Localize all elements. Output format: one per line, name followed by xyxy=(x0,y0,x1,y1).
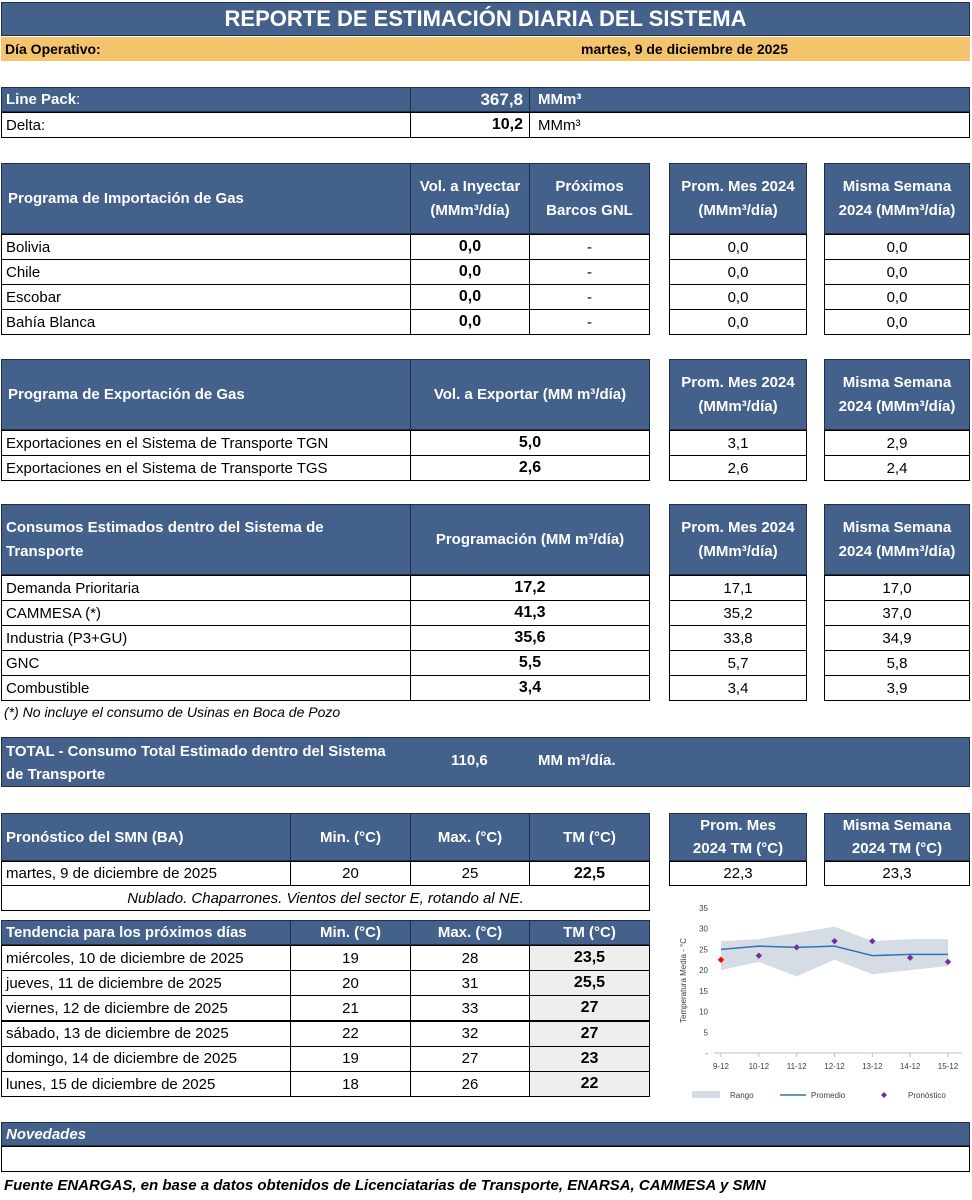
pronostico-description: Nublado. Chaparrones. Vientos del sector E, rotando al NE. xyxy=(127,889,524,907)
importacion-row-prom-cell xyxy=(669,234,807,260)
consumos-row-prog: 41,3 xyxy=(514,604,546,621)
tendencia-row-min: 20 xyxy=(342,974,359,992)
importacion-row-barcos-cell xyxy=(529,284,650,310)
tendencia-row-tm: 27 xyxy=(580,999,599,1017)
total-value: 110,6 xyxy=(451,752,488,769)
importacion-col-prom xyxy=(669,163,807,234)
importacion-row-prom: 0,0 xyxy=(727,288,749,306)
tendencia-row-day: miércoles, 10 de diciembre de 2025 xyxy=(6,949,244,967)
tendencia-row-max: 32 xyxy=(461,1025,479,1043)
dia-operativo-value: martes, 9 de diciembre de 2025 xyxy=(581,41,788,57)
tendencia-col-min-text: Min. (°C) xyxy=(320,924,381,941)
total-unit: MM m³/día. xyxy=(538,752,616,769)
consumos-col-prog-text: Programación (MM m³/día) xyxy=(435,531,625,548)
importacion-row-name: Bahía Blanca xyxy=(6,313,96,331)
tendencia-row-day: sábado, 13 de diciembre de 2025 xyxy=(6,1025,229,1043)
y-tick-label: 15 xyxy=(699,986,708,996)
tendencia-row-max: 31 xyxy=(461,974,479,992)
consumos-row-name-cell xyxy=(1,575,411,601)
importacion-row-name-cell xyxy=(1,259,411,285)
tendencia-row-min: 18 xyxy=(342,1075,359,1093)
pronostico-title: Pronóstico del SMN (BA) xyxy=(6,828,184,846)
exportacion-col-vol xyxy=(410,359,650,430)
consumos-row-prom-cell xyxy=(669,625,807,651)
y-tick-label: 10 xyxy=(699,1007,708,1017)
x-tick-label: 11-12 xyxy=(786,1062,807,1071)
delta-unit: MMm³ xyxy=(538,116,581,134)
tendencia-row-tm-cell xyxy=(529,945,650,971)
tendencia-row-tm: 22 xyxy=(580,1075,599,1092)
importacion-row-semana-cell xyxy=(824,234,970,260)
range-area xyxy=(721,927,948,977)
importacion-row-prom: 0,0 xyxy=(727,238,749,256)
pronostico-tm: 22,5 xyxy=(573,864,606,882)
pronostico-min-cell xyxy=(290,861,411,886)
report-title-text: REPORTE DE ESTIMACIÓN DIARIA DEL SISTEMA xyxy=(224,6,747,31)
importacion-col-barcos-text: Próximos Barcos GNL xyxy=(546,177,633,219)
tendencia-col-min xyxy=(290,920,411,945)
pronostico-col-prom-text: Prom. Mes 2024 TM (°C) xyxy=(692,817,784,857)
exportacion-row-prom: 3,1 xyxy=(727,434,749,452)
legend-promedio-label: Promedio xyxy=(811,1091,846,1100)
importacion-row-barcos: - xyxy=(587,288,592,306)
exportacion-col-prom-text: Prom. Mes 2024 (MMm³/día) xyxy=(681,373,795,415)
consumos-row-name: GNC xyxy=(6,654,40,672)
consumos-row-semana: 34,9 xyxy=(882,629,912,647)
tendencia-row-tm-cell xyxy=(529,1046,650,1072)
importacion-row-vol: 0,0 xyxy=(458,238,482,255)
tendencia-row-day-cell xyxy=(1,970,291,996)
linepack-value-cell xyxy=(410,87,530,112)
report-title xyxy=(1,2,970,36)
pronostico-day-cell xyxy=(1,861,291,886)
tendencia-row-min: 19 xyxy=(342,949,359,967)
importacion-col-barcos xyxy=(529,163,650,234)
x-tick-label: 9-12 xyxy=(712,1062,730,1071)
consumos-row-prog-cell xyxy=(410,575,650,601)
exportacion-row-semana-cell xyxy=(824,430,970,456)
tendencia-title-cell xyxy=(1,920,291,945)
y-tick-label: - xyxy=(705,1049,708,1058)
pronostico-title-cell xyxy=(1,813,291,861)
y-axis-label: Temperatura Media - °C xyxy=(679,937,688,1024)
consumos-row-semana-cell xyxy=(824,600,970,626)
tendencia-row-tm: 27 xyxy=(580,1024,599,1042)
consumos-col-prom xyxy=(669,504,807,575)
tendencia-row-max-cell xyxy=(410,995,530,1021)
exportacion-title-cell xyxy=(1,359,411,430)
consumos-col-prom-text: Prom. Mes 2024 (MMm³/día) xyxy=(681,518,795,560)
consumos-row-name-cell xyxy=(1,600,411,626)
consumos-row-prog: 3,4 xyxy=(518,679,542,696)
y-tick-label: 35 xyxy=(699,904,708,913)
tendencia-col-tm-text: TM (°C) xyxy=(563,924,616,941)
consumos-row-semana-cell xyxy=(824,650,970,676)
tendencia-row-max-cell xyxy=(410,1071,530,1097)
tendencia-row-min: 21 xyxy=(342,999,359,1017)
consumos-row-prog-cell xyxy=(410,650,650,676)
consumos-row-semana-cell xyxy=(824,625,970,651)
legend-pronostico-label: Pronóstico xyxy=(908,1091,946,1100)
novedades-content xyxy=(1,1146,970,1172)
importacion-row-barcos-cell xyxy=(529,234,650,260)
importacion-row-barcos: - xyxy=(587,238,592,256)
tendencia-row-tm: 23,5 xyxy=(573,949,606,966)
exportacion-row-semana: 2,9 xyxy=(886,434,908,452)
tendencia-row-tm: 25,5 xyxy=(573,974,606,992)
importacion-title: Programa de Importación de Gas xyxy=(8,190,244,207)
pronostico-col-tm xyxy=(529,813,650,861)
importacion-col-vol xyxy=(410,163,530,234)
consumos-row-semana-cell xyxy=(824,575,970,601)
temperature-chart xyxy=(672,898,970,1108)
novedades-title: Novedades xyxy=(6,1125,87,1143)
total-label: TOTAL - Consumo Total Estimado dentro del Sistema de Transporte xyxy=(6,743,386,783)
importacion-col-semana-text: Misma Semana 2024 (MMm³/día) xyxy=(838,177,956,219)
pronostico-description-cell xyxy=(1,885,650,911)
dia-operativo-label: Día Operativo: xyxy=(5,41,101,57)
pronostico-prom-cell xyxy=(669,861,807,886)
footer-source: Fuente ENARGAS, en base a datos obtenidos de Licenciatarias de Transporte, ENARSA, CAMMESA y SMN xyxy=(4,1177,766,1194)
importacion-row-name: Chile xyxy=(6,263,41,281)
tendencia-row-max-cell xyxy=(410,970,530,996)
exportacion-row-vol: 5,0 xyxy=(518,434,542,451)
tendencia-row-day-cell xyxy=(1,1046,291,1072)
exportacion-row-vol-cell xyxy=(410,430,650,456)
importacion-row-semana-cell xyxy=(824,259,970,285)
pronostico-prom: 22,3 xyxy=(723,865,753,882)
importacion-row-vol: 0,0 xyxy=(458,263,482,280)
consumos-row-prog-cell xyxy=(410,600,650,626)
importacion-row-prom-cell xyxy=(669,309,807,335)
consumos-row-name: Demanda Prioritaria xyxy=(6,579,140,597)
consumos-row-name: CAMMESA (*) xyxy=(6,604,102,622)
exportacion-row-name-cell xyxy=(1,430,411,456)
tendencia-row-max: 27 xyxy=(461,1050,479,1068)
importacion-row-barcos-cell xyxy=(529,259,650,285)
exportacion-col-vol-text: Vol. a Exportar (MM m³/día) xyxy=(433,386,627,403)
consumos-row-name-cell xyxy=(1,625,411,651)
importacion-row-vol-cell xyxy=(410,234,530,260)
tendencia-row-tm-cell xyxy=(529,1021,650,1047)
exportacion-title: Programa de Exportación de Gas xyxy=(8,386,245,403)
consumos-col-semana-text: Misma Semana 2024 (MMm³/día) xyxy=(838,518,956,560)
tendencia-row-max: 33 xyxy=(461,999,479,1017)
consumos-row-semana: 17,0 xyxy=(882,579,912,597)
consumos-row-prog: 17,2 xyxy=(514,579,546,596)
pronostico-semana-cell xyxy=(824,861,970,886)
delta-unit-cell xyxy=(529,112,970,138)
tendencia-row-max: 26 xyxy=(461,1075,479,1093)
consumos-row-semana: 3,9 xyxy=(886,679,908,697)
tendencia-row-day: jueves, 11 de diciembre de 2025 xyxy=(6,974,222,992)
novedades-title-cell xyxy=(1,1122,970,1146)
tendencia-row-min-cell xyxy=(290,1021,411,1047)
tendencia-row-min-cell xyxy=(290,995,411,1021)
consumos-title: Consumos Estimados dentro del Sistema de Transporte xyxy=(6,518,324,560)
consumos-col-prog xyxy=(410,504,650,575)
x-tick-label: 13-12 xyxy=(862,1062,883,1071)
importacion-row-barcos: - xyxy=(587,263,592,281)
tendencia-row-day: domingo, 14 de diciembre de 2025 xyxy=(6,1050,237,1068)
importacion-row-barcos-cell xyxy=(529,309,650,335)
pronostico-day: martes, 9 de diciembre de 2025 xyxy=(6,865,217,882)
tendencia-row-min-cell xyxy=(290,1071,411,1097)
importacion-col-semana xyxy=(824,163,970,234)
delta-label: Delta: xyxy=(6,116,46,134)
consumos-row-prom-cell xyxy=(669,675,807,701)
x-tick-label: 14-12 xyxy=(899,1062,921,1071)
pronostico-col-semana xyxy=(824,813,970,861)
tendencia-row-tm: 23 xyxy=(580,1049,599,1067)
tendencia-row-day: viernes, 12 de diciembre de 2025 xyxy=(6,999,228,1017)
linepack-label-cell xyxy=(1,87,411,112)
y-tick-label: 25 xyxy=(699,945,708,955)
delta-label-cell xyxy=(1,112,411,138)
exportacion-row-vol: 2,6 xyxy=(518,459,542,476)
tendencia-row-day-cell xyxy=(1,1071,291,1097)
legend-pronostico-swatch xyxy=(881,1092,887,1098)
importacion-row-name-cell xyxy=(1,284,411,310)
importacion-row-barcos: - xyxy=(587,313,592,331)
pronostico-tm-cell xyxy=(529,861,650,886)
exportacion-row-semana-cell xyxy=(824,455,970,481)
importacion-title-cell xyxy=(1,163,411,234)
x-tick-label: 10-12 xyxy=(748,1062,770,1071)
importacion-row-prom: 0,0 xyxy=(727,313,749,331)
importacion-row-semana: 0,0 xyxy=(886,313,908,331)
consumos-row-prog: 35,6 xyxy=(514,629,546,646)
importacion-col-vol-text: Vol. a Inyectar (MMm³/día) xyxy=(419,177,521,219)
importacion-row-semana: 0,0 xyxy=(886,288,908,306)
importacion-row-name-cell xyxy=(1,309,411,335)
tendencia-title: Tendencia para los próximos días xyxy=(6,924,247,941)
importacion-row-vol-cell xyxy=(410,284,530,310)
tendencia-row-min-cell xyxy=(290,945,411,971)
exportacion-col-semana-text: Misma Semana 2024 (MMm³/día) xyxy=(838,373,956,415)
tendencia-row-min: 19 xyxy=(342,1050,359,1068)
tendencia-row-tm-cell xyxy=(529,1071,650,1097)
delta-value-cell xyxy=(410,112,530,138)
consumos-row-prog: 5,5 xyxy=(518,654,542,671)
x-tick-label: 12-12 xyxy=(824,1062,845,1071)
importacion-row-name: Bolivia xyxy=(6,238,51,256)
importacion-row-vol-cell xyxy=(410,259,530,285)
tendencia-row-min-cell xyxy=(290,970,411,996)
pronostico-col-semana-text: Misma Semana 2024 TM (°C) xyxy=(842,817,952,857)
consumos-row-name: Combustible xyxy=(6,679,90,697)
importacion-row-prom: 0,0 xyxy=(727,263,749,281)
tendencia-row-max: 28 xyxy=(461,949,479,967)
pronostico-col-min-text: Min. (°C) xyxy=(320,828,381,846)
linepack-unit: MMm³ xyxy=(538,91,582,108)
consumos-row-semana: 5,8 xyxy=(886,654,908,672)
consumos-row-prog-cell xyxy=(410,675,650,701)
pronostico-col-max xyxy=(410,813,530,861)
consumos-row-prog-cell xyxy=(410,625,650,651)
tendencia-row-day-cell xyxy=(1,995,291,1021)
importacion-row-semana-cell xyxy=(824,284,970,310)
consumos-note: (*) No incluye el consumo de Usinas en Boca de Pozo xyxy=(4,704,341,720)
importacion-row-name-cell xyxy=(1,234,411,260)
y-tick-label: 30 xyxy=(699,924,708,934)
consumos-col-semana xyxy=(824,504,970,575)
exportacion-col-semana xyxy=(824,359,970,430)
y-tick-label: 5 xyxy=(703,1028,708,1038)
linepack-value: 367,8 xyxy=(480,89,523,109)
consumos-row-name: Industria (P3+GU) xyxy=(6,629,128,647)
exportacion-row-name: Exportaciones en el Sistema de Transporte TGN xyxy=(6,434,329,452)
exportacion-row-name-cell xyxy=(1,455,411,481)
exportacion-col-prom xyxy=(669,359,807,430)
tendencia-row-day-cell xyxy=(1,945,291,971)
tendencia-row-min-cell xyxy=(290,1046,411,1072)
legend-rango-label: Rango xyxy=(730,1091,754,1100)
consumos-row-semana: 37,0 xyxy=(882,604,912,622)
importacion-row-vol: 0,0 xyxy=(458,288,482,305)
pronostico-col-tm-text: TM (°C) xyxy=(563,828,616,846)
tendencia-col-tm xyxy=(529,920,650,945)
exportacion-row-name: Exportaciones en el Sistema de Transporte TGS xyxy=(6,459,328,477)
tendencia-row-max-cell xyxy=(410,945,530,971)
tendencia-col-max-text: Max. (°C) xyxy=(437,924,503,941)
consumos-row-prom-cell xyxy=(669,575,807,601)
importacion-row-name: Escobar xyxy=(6,288,62,306)
importacion-row-prom-cell xyxy=(669,259,807,285)
consumos-row-prom-cell xyxy=(669,650,807,676)
tendencia-row-max-cell xyxy=(410,1021,530,1047)
importacion-row-semana: 0,0 xyxy=(886,263,908,281)
importacion-row-prom-cell xyxy=(669,284,807,310)
tendencia-row-tm-cell xyxy=(529,995,650,1021)
delta-value: 10,2 xyxy=(491,116,523,133)
linepack-label: Line Pack xyxy=(6,91,77,108)
pronostico-col-min xyxy=(290,813,411,861)
consumos-row-prom: 3,4 xyxy=(727,679,749,697)
pronostico-col-prom xyxy=(669,813,807,861)
tendencia-row-tm-cell xyxy=(529,970,650,996)
tendencia-row-day-cell xyxy=(1,1021,291,1047)
consumos-row-name-cell xyxy=(1,675,411,701)
importacion-col-prom-text: Prom. Mes 2024 (MMm³/día) xyxy=(681,177,795,219)
tendencia-col-max xyxy=(410,920,530,945)
importacion-row-semana-cell xyxy=(824,309,970,335)
exportacion-row-prom-cell xyxy=(669,455,807,481)
tendencia-row-day: lunes, 15 de diciembre de 2025 xyxy=(6,1075,216,1093)
pronostico-semana: 23,3 xyxy=(882,865,912,882)
pronostico-max: 25 xyxy=(461,865,479,882)
consumos-row-prom: 5,7 xyxy=(727,654,749,672)
pronostico-max-cell xyxy=(410,861,530,886)
x-tick-label: 15-12 xyxy=(937,1062,959,1071)
linepack-unit-cell xyxy=(529,87,970,112)
consumos-row-semana-cell xyxy=(824,675,970,701)
importacion-row-vol: 0,0 xyxy=(458,313,482,330)
tendencia-row-max-cell xyxy=(410,1046,530,1072)
exportacion-row-semana: 2,4 xyxy=(886,459,908,477)
y-tick-label: 20 xyxy=(699,966,708,976)
pronostico-min: 20 xyxy=(342,865,359,882)
consumos-title-cell xyxy=(1,504,411,575)
importacion-row-vol-cell xyxy=(410,309,530,335)
exportacion-row-vol-cell xyxy=(410,455,650,481)
total-bar xyxy=(1,737,970,787)
consumos-row-prom: 35,2 xyxy=(723,604,753,622)
pronostico-col-max-text: Max. (°C) xyxy=(437,828,503,846)
dia-operativo-bar xyxy=(1,37,970,61)
consumos-row-prom-cell xyxy=(669,600,807,626)
legend-rango-swatch xyxy=(692,1091,720,1098)
tendencia-row-min: 22 xyxy=(342,1025,359,1043)
exportacion-row-prom: 2,6 xyxy=(727,459,749,477)
consumos-row-prom: 33,8 xyxy=(723,629,753,647)
consumos-row-name-cell xyxy=(1,650,411,676)
importacion-row-semana: 0,0 xyxy=(886,238,908,256)
consumos-row-prom: 17,1 xyxy=(723,579,753,597)
exportacion-row-prom-cell xyxy=(669,430,807,456)
linepack-colon: : xyxy=(76,91,81,108)
